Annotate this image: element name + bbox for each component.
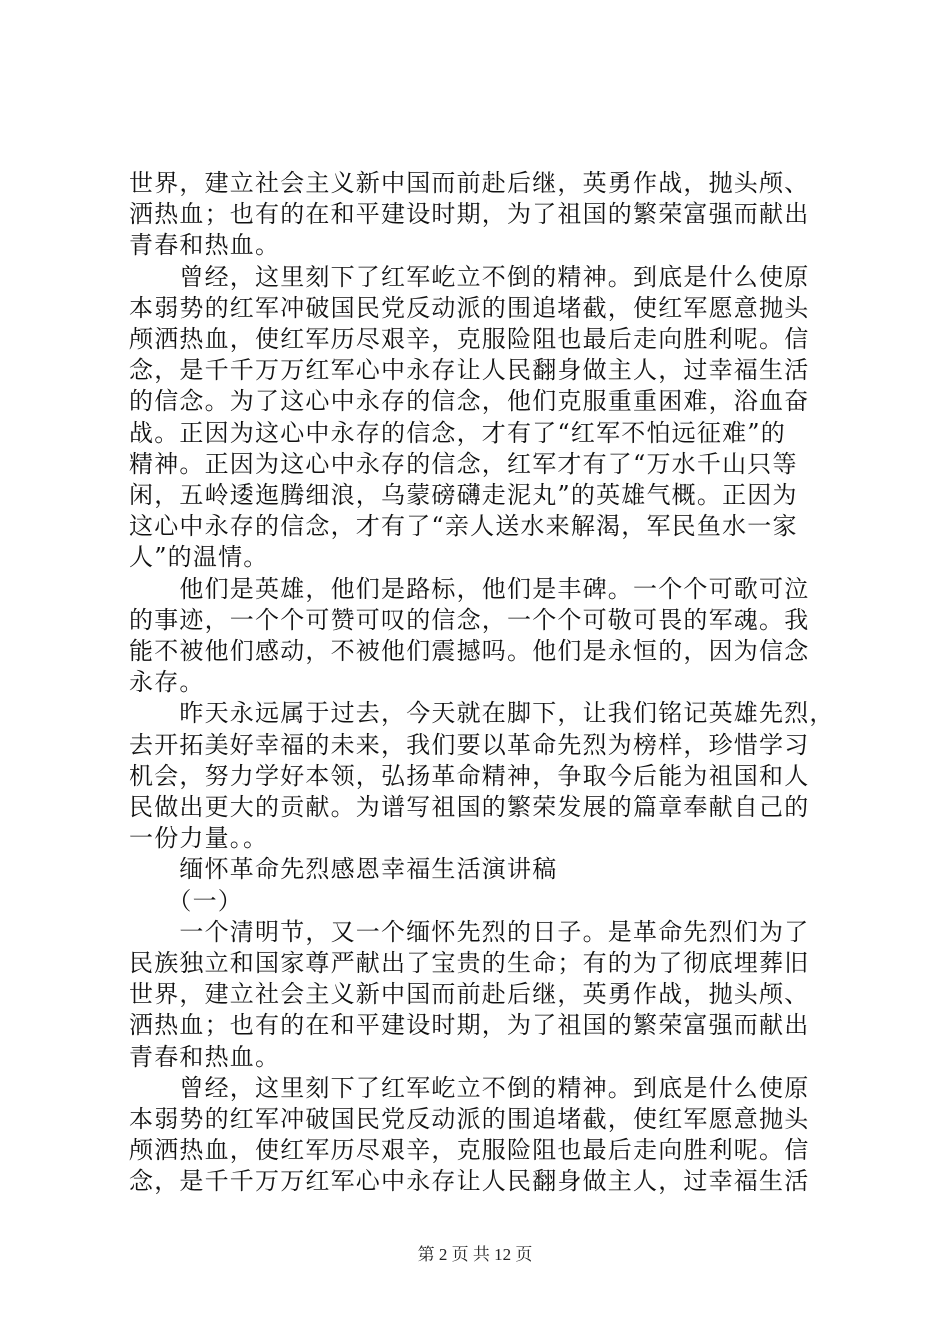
text-line: 的事迹，一个个可赞可叹的信念，一个个可敬可畏的军魂。我 bbox=[129, 605, 810, 634]
text-line: 曾经，这里刻下了红军屹立不倒的精神。到底是什么使原 bbox=[129, 1073, 810, 1102]
text-line: 昨天永远属于过去，今天就在脚下，让我们铭记英雄先烈， bbox=[129, 699, 835, 728]
text-line: 青春和热血。 bbox=[129, 231, 281, 260]
text-line: 颅洒热血，使红军历尽艰辛，克服险阻也最后走向胜利呢。信 bbox=[129, 1136, 810, 1165]
text-line: 世界，建立社会主义新中国而前赴后继，英勇作战，抛头颅、 bbox=[129, 169, 810, 197]
text-line: 的信念。为了这心中永存的信念，他们克服重重困难，浴血奋 bbox=[129, 387, 810, 416]
text-line: 民做出更大的贡献。为谱写祖国的繁荣发展的篇章奉献自己的 bbox=[129, 793, 810, 821]
section-number: （一） bbox=[129, 886, 243, 915]
text-line: 能不被他们感动，不被他们震撼吗。他们是永恒的，因为信念 bbox=[129, 637, 810, 665]
text-line: 战。正因为这心中永存的信念，才有了“红军不怕远征难”的 bbox=[129, 418, 786, 447]
text-line: 他们是英雄，他们是路标，他们是丰碑。一个个可歌可泣 bbox=[129, 574, 810, 603]
text-line: 一份力量。。 bbox=[129, 824, 269, 853]
text-line: 念，是千千万万红军心中永存让人民翻身做主人，过幸福生活 bbox=[129, 356, 810, 385]
text-line: 民族独立和国家尊严献出了宝贵的生命；有的为了彻底埋葬旧 bbox=[129, 949, 810, 977]
text-line: 洒热血；也有的在和平建设时期，为了祖国的繁荣富强而献出 bbox=[129, 200, 810, 229]
text-line: 世界，建立社会主义新中国而前赴后继，英勇作战，抛头颅、 bbox=[129, 980, 810, 1009]
text-line: 机会，努力学好本领，弘扬革命精神，争取今后能为祖国和人 bbox=[129, 761, 810, 790]
text-line: 去开拓美好幸福的未来，我们要以革命先烈为榜样，珍惜学习 bbox=[129, 730, 810, 759]
text-line: 这心中永存的信念，才有了“亲人送水来解渴，军民鱼水一家 bbox=[129, 512, 798, 541]
page-footer: 第 2 页 共 12 页 bbox=[417, 1245, 533, 1264]
text-line: 颅洒热血，使红军历尽艰辛，克服险阻也最后走向胜利呢。信 bbox=[129, 325, 810, 353]
text-line: 洒热血；也有的在和平建设时期，为了祖国的繁荣富强而献出 bbox=[129, 1011, 810, 1040]
text-line: 永存。 bbox=[129, 668, 205, 697]
text-line: 一个清明节，又一个缅怀先烈的日子。是革命先烈们为了 bbox=[129, 917, 810, 946]
text-line: 本弱势的红军冲破国民党反动派的围追堵截，使红军愿意抛头 bbox=[129, 1105, 810, 1133]
text-line: 青春和热血。 bbox=[129, 1042, 281, 1071]
text-line: 闲，五岭逶迤腾细浪，乌蒙磅礴走泥丸”的英雄气概。正因为 bbox=[129, 481, 798, 509]
text-line: 人”的温情。 bbox=[129, 543, 269, 572]
text-line: 念，是千千万万红军心中永存让人民翻身做主人，过幸福生活 bbox=[129, 1167, 810, 1196]
section-heading: 缅怀革命先烈感恩幸福生活演讲稿 bbox=[129, 855, 558, 884]
text-line: 本弱势的红军冲破国民党反动派的围追堵截，使红军愿意抛头 bbox=[129, 293, 810, 322]
text-line: 曾经，这里刻下了红军屹立不倒的精神。到底是什么使原 bbox=[129, 262, 810, 291]
text-line: 精神。正因为这心中永存的信念，红军才有了“万水千山只等 bbox=[129, 449, 798, 478]
